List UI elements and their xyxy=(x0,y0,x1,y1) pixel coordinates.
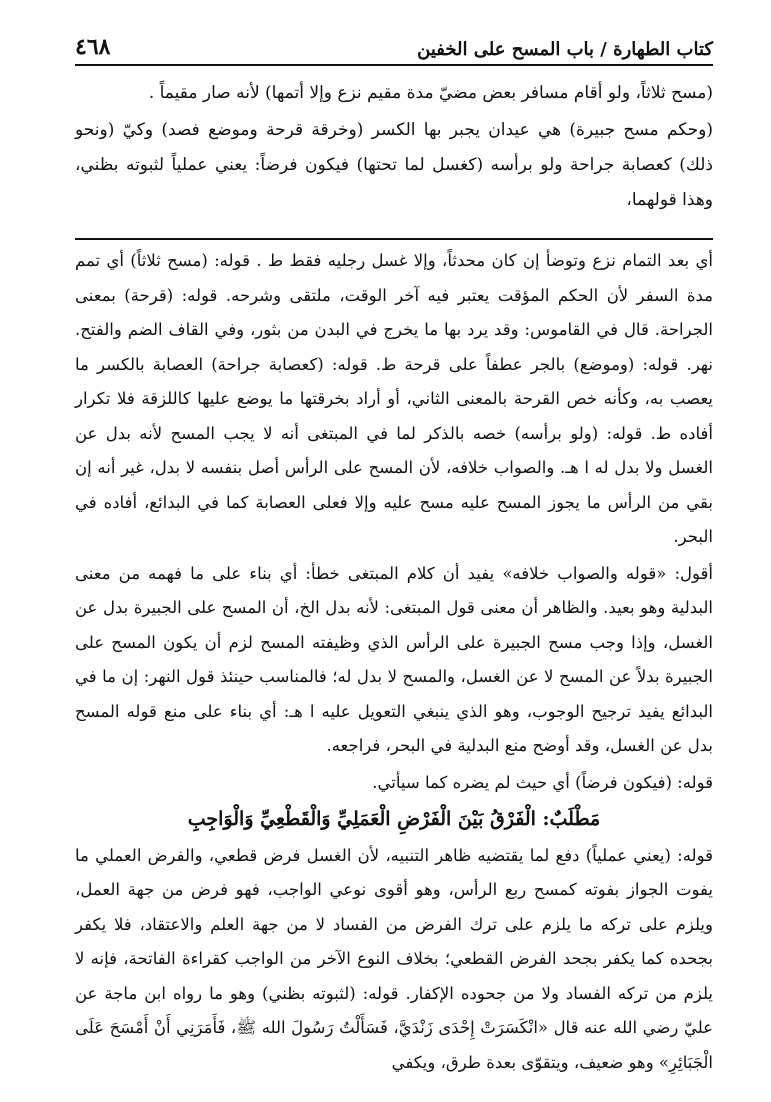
commentary-text xyxy=(75,244,713,1082)
main-text-paragraph: (مسح ثلاثاً، ولو أقام مسافر بعض مضيّ مدة مقيم نزع وإلا أتمها) لأنه صار مقيماً . xyxy=(148,83,713,103)
main-text-paragraph: (وحكم مسح جبيرة) هي عيدان يجبر بها الكسر (وخرقة قرحة وموضع فصد) وكيّ (ونحو ذلك) كعصابة جراحة ولو برأسه (كغسل لما تحتها) فيكون فرضاً: يعني عملياً لثبوته بظني، وهذا قولهما، xyxy=(75,120,713,210)
page-header xyxy=(75,30,713,66)
page-number: ٤٦٨ xyxy=(75,34,111,60)
commentary-paragraph: أي بعد التمام نزع وتوضأ إن كان محدثاً، وإلا غسل رجليه فقط ط . قوله: (مسح ثلاثاً) أي تمم مدة السفر لأن الحكم المؤقت يعتبر فيه آخر الوقت، ملتقى وشرحه. قوله: (قرحة) بمعنى الجراحة. قال في القاموس: وقد يرد بها ما يخرج في البدن من بثور، وفي القاف الضم والفتح. نهر. قوله: (وموضع) بالجر عطفاً على قرحة ط. قوله: (كعصابة جراحة) العصابة بالكسر ما يعصب به، وكأنه خص القرحة بالمعنى الثاني، أو أراد بخرقتها ما يوضع عليها كاللزقة فلا تكرار أفاده ط. قوله: (ولو برأسه) خصه بالذكر لما في المبتغى أنه لا يجب المسح لأنه بدل عن الغسل ولا بدل له ا هـ. والصواب خلافه، لأن المسح على الرأس أصل بنفسه لا بدل، غير أنه إن بقي من الرأس ما يجوز المسح عليه مسح عليه وإلا فعلى العصابة كما في البدائع، أفاده في البحر. xyxy=(75,251,713,546)
commentary-paragraph: قوله: (يعني عملياً) دفع لما يقتضيه ظاهر التنبيه، لأن الغسل فرض قطعي، والفرض العملي ما يفوت الجواز بفوته كمسح ربع الرأس، وهو أقوى نوعي الواجب، فهو فرض من جهة العمل، ويلزم على تركه ما يلزم على ترك الفرض من الفساد لا من جهة العلم والاعتقاد، فلا يكفر بجحده كما يكفر بجحد الفرض القطعي؛ بخلاف النوع الآخر من الواجب كقراءة الفاتحة، فإنه لا يلزم من تركه الفساد ولا من جحوده الإكفار. قوله: (لثبوته بظني) وهو ما رواه ابن ماجة عن عليّ رضي الله عنه قال «انْكَسَرَتْ إِحْدَى زَنْدَيَّ، فَسَأَلْتُ رَسُولَ الله ﷺ، فَأَمَرَنِي أَنْ أَمْسَحَ عَلَى الْجَبَائِرِ» وهو ضعيف، ويتقوّى بعدة طرق، ويكفي xyxy=(75,845,713,1072)
separator-line xyxy=(75,238,713,240)
commentary-paragraph: أقول: «قوله والصواب خلافه» يفيد أن كلام المبتغى خطأ: أي بناء على ما فهمه من معنى البدلية وهو بعيد. والظاهر أن معنى قول المبتغى: لأنه بدل الخ، أن المسح على الجبيرة بدل عن الغسل، وإذا وجب مسح الجبيرة على الرأس الذي وظيفته المسح لزم أن يكون المسح على الجبيرة بدلاً عن المسح لا عن الغسل، والمسح لا بدل له؛ فالمناسب حينئذ قول النهر: إن ما في البدائع يفيد ترجيح الوجوب، وهو الذي ينبغي التعويل عليه ا هـ: أي بناء على منع قوله المسح بدل عن الغسل، وقد أوضح منع البدلية في البحر، فراجعه. xyxy=(75,563,713,755)
section-heading: مَطْلَبٌ: الْفَرْقُ بَيْنَ الْفَرْضِ الْعَمَلِيِّ وَالْقَطْعِيِّ وَالْوَاجِبِ xyxy=(187,808,601,830)
running-title: كتاب الطهارة / باب المسح على الخفين xyxy=(417,39,713,60)
commentary-paragraph: قوله: (فيكون فرضاً) أي حيث لم يضره كما سيأتي. xyxy=(372,772,713,792)
main-text xyxy=(75,76,713,220)
